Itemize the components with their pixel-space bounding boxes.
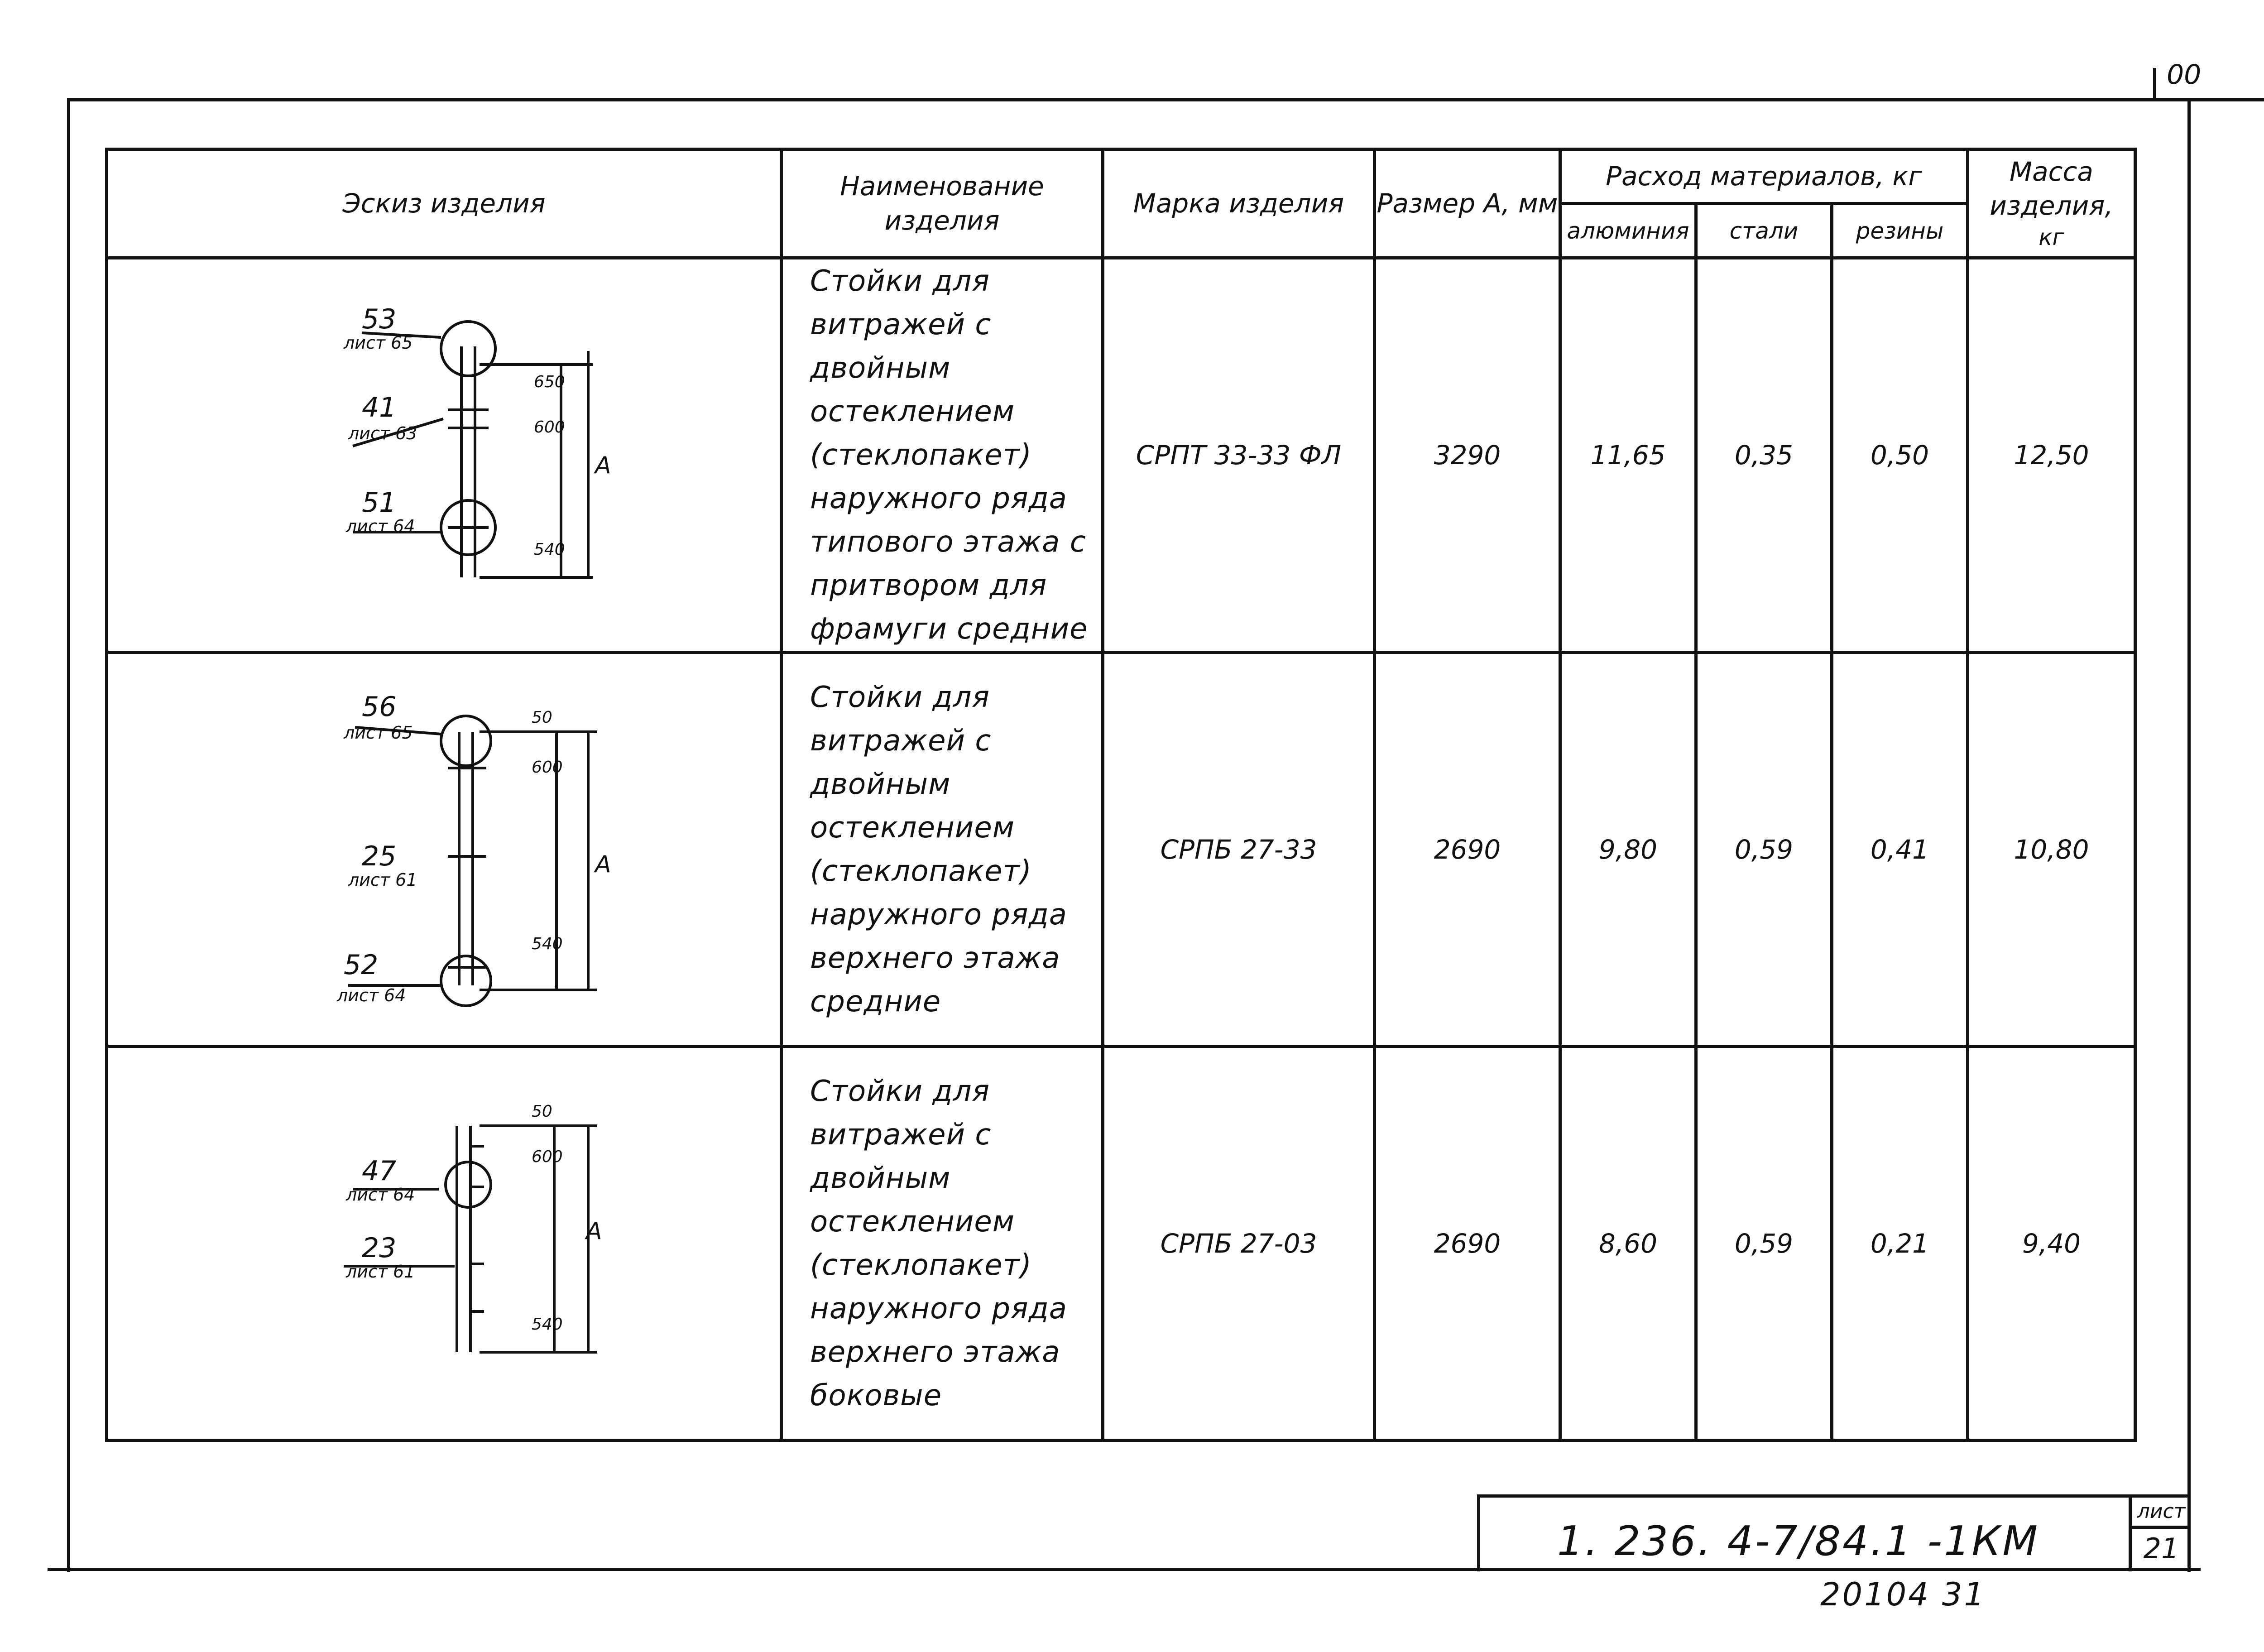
steel-value: 0,59 <box>1696 1047 1832 1441</box>
dimension-label: 540 <box>532 934 563 953</box>
product-name-cell <box>782 258 1103 653</box>
product-name-cell <box>782 653 1103 1047</box>
rubber-value: 0,21 <box>1832 1047 1968 1441</box>
rubber-value: 0,41 <box>1832 653 1968 1047</box>
dimension-label: 600 <box>532 758 563 777</box>
sheet-label: лист <box>2132 1498 2191 1529</box>
dimension-label: 540 <box>532 1315 563 1334</box>
aluminum-value: 11,65 <box>1560 258 1696 653</box>
table-row <box>107 258 2135 653</box>
header-sketch: Эскиз изделия <box>107 149 782 258</box>
header-mass-unit: кг <box>2039 224 2064 251</box>
callout-sheet: лист 65 <box>344 333 413 353</box>
specification-table <box>105 148 2137 1442</box>
callout-sheet: лист 61 <box>346 1261 415 1282</box>
steel-value: 0,35 <box>1696 258 1832 653</box>
callout-sheet: лист 61 <box>348 869 417 890</box>
dimension-label: 50 <box>532 708 552 727</box>
dimension-letter: А <box>595 850 611 878</box>
dimension-label: 600 <box>532 1147 563 1166</box>
sheet-number: 21 <box>2143 1532 2179 1565</box>
title-block <box>1477 1494 2191 1571</box>
sketch-cell <box>107 1047 782 1441</box>
product-name-cell <box>782 1047 1103 1441</box>
product-name: Стойки для витражей с двойным остеклением (стеклопакет) наружного ряда верхнего этажа боковые <box>810 1074 1067 1412</box>
frame-top-extension <box>2191 98 2264 101</box>
dimension-letter: А <box>586 1217 602 1245</box>
product-size: 2690 <box>1375 653 1560 1047</box>
callout-number: 56 <box>362 691 397 723</box>
callout-number: 53 <box>362 303 397 335</box>
callout-number: 51 <box>362 487 397 519</box>
product-mark: СРПБ 27-03 <box>1103 1047 1375 1441</box>
aluminum-value: 9,80 <box>1560 653 1696 1047</box>
header-rubber: резины <box>1832 204 1968 258</box>
header-steel: стали <box>1696 204 1832 258</box>
product-mark: СРПТ 33-33 ФЛ <box>1103 258 1375 653</box>
corner-mark: 00 <box>2167 59 2202 91</box>
header-mark: Марка изделия <box>1103 149 1375 258</box>
callout-sheet: лист 64 <box>337 985 406 1005</box>
aluminum-value: 8,60 <box>1560 1047 1696 1441</box>
callout-sheet: лист 64 <box>346 1184 415 1205</box>
dimension-label: 50 <box>532 1102 552 1121</box>
callout-sheet: лист 63 <box>348 423 417 443</box>
mass-value: 10,80 <box>1968 653 2135 1047</box>
header-mass-top: Масса <box>2010 156 2093 187</box>
callout-sheet: лист 65 <box>344 722 413 743</box>
dimension-label: 650 <box>534 373 565 391</box>
header-size: Размер А, мм <box>1375 149 1560 258</box>
sketch-drawing <box>108 655 783 1044</box>
sketch-cell <box>107 258 782 653</box>
table-row <box>107 653 2135 1047</box>
product-size: 2690 <box>1375 1047 1560 1441</box>
product-name: Стойки для витражей с двойным остеклением (стеклопакет) наружного ряда типового этажа с притвором для фрамуги средние <box>810 264 1088 646</box>
document-code: 1. 236. 4-7/84.1 -1КМ <box>1557 1518 2040 1565</box>
callout-number: 52 <box>344 949 379 981</box>
sheet-box <box>2129 1498 2191 1571</box>
header-materials: Расход материалов, кг <box>1560 149 1968 204</box>
header-mass-mid: изделия, <box>1990 190 2113 221</box>
product-mark: СРПБ 27-33 <box>1103 653 1375 1047</box>
sketch-drawing <box>108 1049 783 1438</box>
archive-number: 20104 31 <box>1820 1576 1986 1613</box>
sketch-cell <box>107 653 782 1047</box>
sketch-drawing <box>108 260 783 650</box>
steel-value: 0,59 <box>1696 653 1832 1047</box>
mass-value: 12,50 <box>1968 258 2135 653</box>
header-name: Наименование изделия <box>782 149 1103 258</box>
header-mass <box>1968 149 2135 258</box>
product-size: 3290 <box>1375 258 1560 653</box>
callout-number: 47 <box>362 1155 397 1187</box>
callout-sheet: лист 64 <box>346 516 415 536</box>
callout-number: 41 <box>362 392 397 423</box>
product-name: Стойки для витражей с двойным остеклением (стеклопакет) наружного ряда верхнего этажа средние <box>810 680 1067 1018</box>
dimension-letter: А <box>595 452 611 479</box>
callout-number: 25 <box>362 840 397 872</box>
table-row <box>107 1047 2135 1441</box>
header-aluminum: алюминия <box>1560 204 1696 258</box>
mass-value: 9,40 <box>1968 1047 2135 1441</box>
callout-number: 23 <box>362 1232 397 1264</box>
dimension-label: 540 <box>534 540 565 559</box>
rubber-value: 0,50 <box>1832 258 1968 653</box>
dimension-label: 600 <box>534 418 565 437</box>
corner-tick <box>2153 68 2156 100</box>
